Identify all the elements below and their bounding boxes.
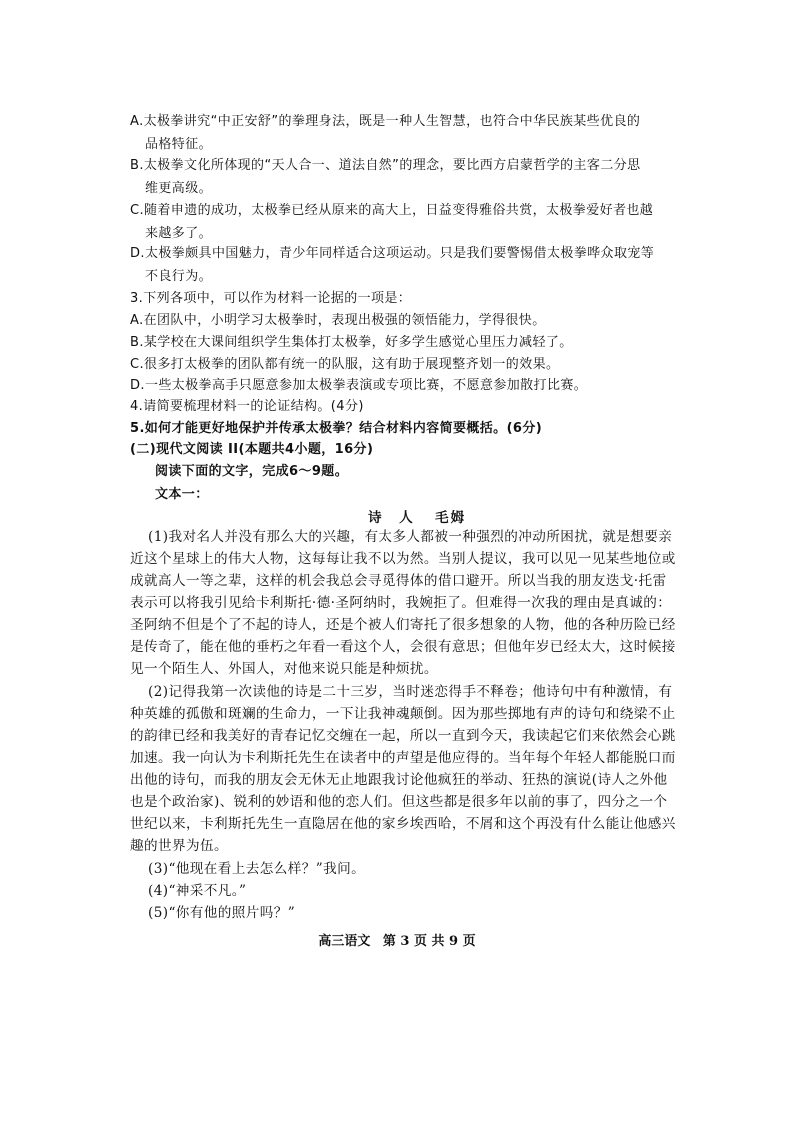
paragraph-1-line: 见一个陌生人、外国人，对他来说只能是种烦扰。 <box>130 661 438 677</box>
paragraph-4: (4)“神采不凡。” <box>148 883 247 899</box>
paragraph-1-line: 是传奇了，能在他的垂朽之年看一看这个人，会很有意思；但他年岁已经太大，这时候接 <box>130 639 676 655</box>
option-d-line1: D.太极拳颇具中国魅力，青少年同样适合这项运动。只是我们要警惕借太极拳哗众取宠等 <box>130 246 655 261</box>
article-title: 诗 人 <box>368 510 415 526</box>
text-one-label: 文本一： <box>155 487 209 502</box>
paragraph-2-line: 种英雄的孤傲和斑斓的生命力，一下让我神魂颠倒。因为那些掷地有声的诗句和绕梁不止 <box>130 706 676 722</box>
paragraph-1-line: 表示可以将我引见给卡利斯托·德·圣阿纳时，我婉拒了。但难得一次我的理由是真诚的： <box>130 595 672 611</box>
paragraph-5: (5)“你有他的照片吗？” <box>148 905 296 921</box>
section-2-heading: (二)现代文阅读 II(本题共4小题，16分) <box>130 442 374 457</box>
option-a-line1: A.太极拳讲究“中正安舒”的拳理身法，既是一种人生智慧，也符合中华民族某些优良的 <box>130 114 641 129</box>
paragraph-2-line: (2)记得我第一次读他的诗是二十三岁，当时迷恋得手不释卷；他诗句中有种激情，有 <box>148 684 673 700</box>
paragraph-1-line: 近这个星球上的伟大人物，这每每让我不以为然。当别人提议，我可以见一见某些地位或 <box>130 551 676 567</box>
paragraph-3: (3)“他现在看上去怎么样？”我问。 <box>148 861 366 877</box>
question-5: 5.如何才能更好地保护并传承太极拳？结合材料内容简要概括。(6分) <box>130 421 543 436</box>
question-4: 4.请简要梳理材料一的论证结构。(4分) <box>130 399 364 414</box>
paragraph-2-line: 出他的诗句，而我的朋友会无休无止地跟我讨论他疯狂的举动、狂热的演说(诗人之外他 <box>130 772 668 788</box>
footer-page-number: 第 3 页 共 9 页 <box>382 934 476 949</box>
footer-subject: 高三语文 <box>318 934 371 949</box>
question-3-option-d: D.一些太极拳高手只愿意参加太极拳表演或专项比赛，不愿意参加散打比赛。 <box>130 378 588 393</box>
paragraph-1-line: 圣阿纳不但是个了不起的诗人，还是个被人们寄托了很多想象的人物，他的各种历险已经 <box>130 617 676 633</box>
question-3-option-b: B.某学校在大课间组织学生集体打太极拳，好多学生感觉心里压力减轻了。 <box>130 335 573 350</box>
section-2-instruction: 阅读下面的文字，完成6～9题。 <box>155 464 349 479</box>
question-3-stem: 3.下列各项中，可以作为材料一论据的一项是： <box>130 291 412 306</box>
paragraph-1-line: (1)我对名人并没有那么大的兴趣，有太多人都被一种强烈的冲动所困扰，就是想要亲 <box>148 529 673 545</box>
option-d-line2: 不良行为。 <box>145 269 213 284</box>
option-c-line1: C.随着申遗的成功，太极拳已经从原来的高大上，日益变得雅俗共赏，太极拳爱好者也越 <box>130 203 654 218</box>
option-b-line1: B.太极拳文化所体现的“天人合一、道法自然”的理念，要比西方启蒙哲学的主客二分思 <box>130 158 641 173</box>
page-footer <box>0 930 794 949</box>
article-author: 毛姆 <box>435 510 467 526</box>
question-3-option-c: C.很多打太极拳的团队都有统一的队服，这有助于展现整齐划一的效果。 <box>130 357 560 372</box>
option-b-line2: 维更高级。 <box>145 181 213 196</box>
paragraph-1-line: 成就高人一等之辈，这样的机会我总会寻觅得体的借口避开。所以当我的朋友迭戈·托雷 <box>130 573 667 589</box>
paragraph-2-line: 的韵律已经和我美好的青春记忆交缠在一起，所以一直到今天，我读起它们来依然会心跳 <box>130 728 676 744</box>
paragraph-2-line: 趣的世界为伍。 <box>130 838 228 854</box>
paragraph-2-line: 世纪以来，卡利斯托先生一直隐居在他的家乡埃西哈，不屑和这个再没有什么能让他感兴 <box>130 816 676 832</box>
option-c-line2: 来越多了。 <box>145 226 213 241</box>
paragraph-2-line: 也是个政治家)、锐利的妙语和他的恋人们。但这些都是很多年以前的事了，四分之一个 <box>130 794 668 810</box>
paragraph-2-line: 加速。我一向认为卡利斯托先生在读者中的声望是他应得的。当年每个年轻人都能脱口而 <box>130 750 676 766</box>
question-3-option-a: A.在团队中，小明学习太极拳时，表现出极强的领悟能力，学得很快。 <box>130 313 546 328</box>
option-a-line2: 品格特征。 <box>145 137 213 152</box>
